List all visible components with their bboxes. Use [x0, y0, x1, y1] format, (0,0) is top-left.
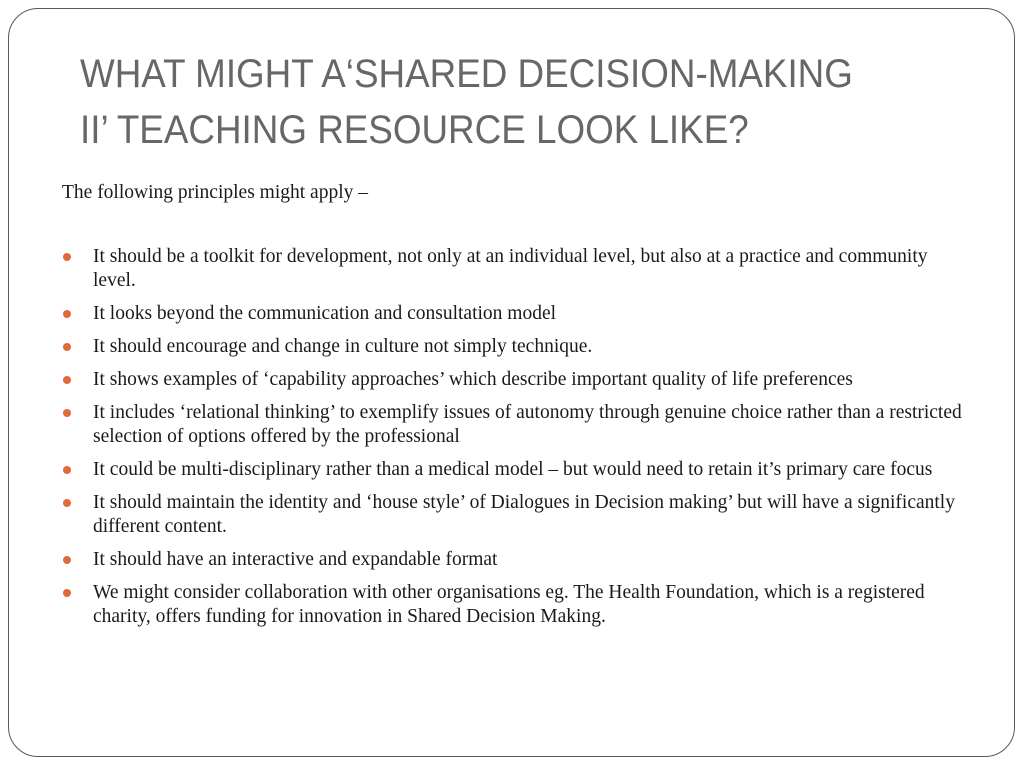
bullet-item [62, 302, 972, 326]
bullet-item [62, 401, 972, 449]
slide-title-line-1: WHAT MIGHT A‘SHARED DECISION-MAKING [80, 52, 853, 96]
bullet-item [62, 245, 972, 293]
bullet-dot-icon [63, 310, 71, 318]
bullet-text: It shows examples of ‘capability approaches’ which describe important quality of life preferences [93, 369, 853, 390]
bullet-text: It should maintain the identity and ‘house style’ of Dialogues in Decision making’ but will have a significantly different content. [93, 492, 955, 537]
bullet-dot-icon [63, 466, 71, 474]
bullet-item [62, 335, 972, 359]
bullet-dot-icon [63, 376, 71, 384]
bullet-dot-icon [63, 556, 71, 564]
bullet-dot-icon [63, 499, 71, 507]
bullet-text: We might consider collaboration with other organisations eg. The Health Foundation, which is a registered charity, offers funding for innovation in Shared Decision Making. [93, 582, 925, 627]
bullet-item [62, 368, 972, 392]
bullet-item [62, 548, 972, 572]
bullet-item [62, 491, 972, 539]
bullet-text: It should have an interactive and expandable format [93, 549, 498, 570]
bullet-item [62, 581, 972, 629]
bullet-list [62, 245, 972, 629]
bullet-dot-icon [63, 409, 71, 417]
bullet-dot-icon [63, 589, 71, 597]
bullet-dot-icon [63, 253, 71, 261]
slide-title-line-2: II’ TEACHING RESOURCE LOOK LIKE? [80, 108, 749, 152]
slide-body [62, 181, 972, 638]
bullet-text: It should encourage and change in culture not simply technique. [93, 336, 593, 357]
bullet-item [62, 458, 972, 482]
bullet-text: It includes ‘relational thinking’ to exemplify issues of autonomy through genuine choice rather than a restricted selection of options offered by the professional [93, 402, 962, 447]
slide-title [80, 46, 908, 158]
bullet-text: It should be a toolkit for development, not only at an individual level, but also at a practice and community level. [93, 246, 928, 291]
bullet-text: It looks beyond the communication and consultation model [93, 303, 557, 324]
bullet-dot-icon [63, 343, 71, 351]
bullet-text: It could be multi-disciplinary rather than a medical model – but would need to retain it’s primary care focus [93, 459, 933, 480]
intro-text: The following principles might apply – [62, 182, 368, 203]
